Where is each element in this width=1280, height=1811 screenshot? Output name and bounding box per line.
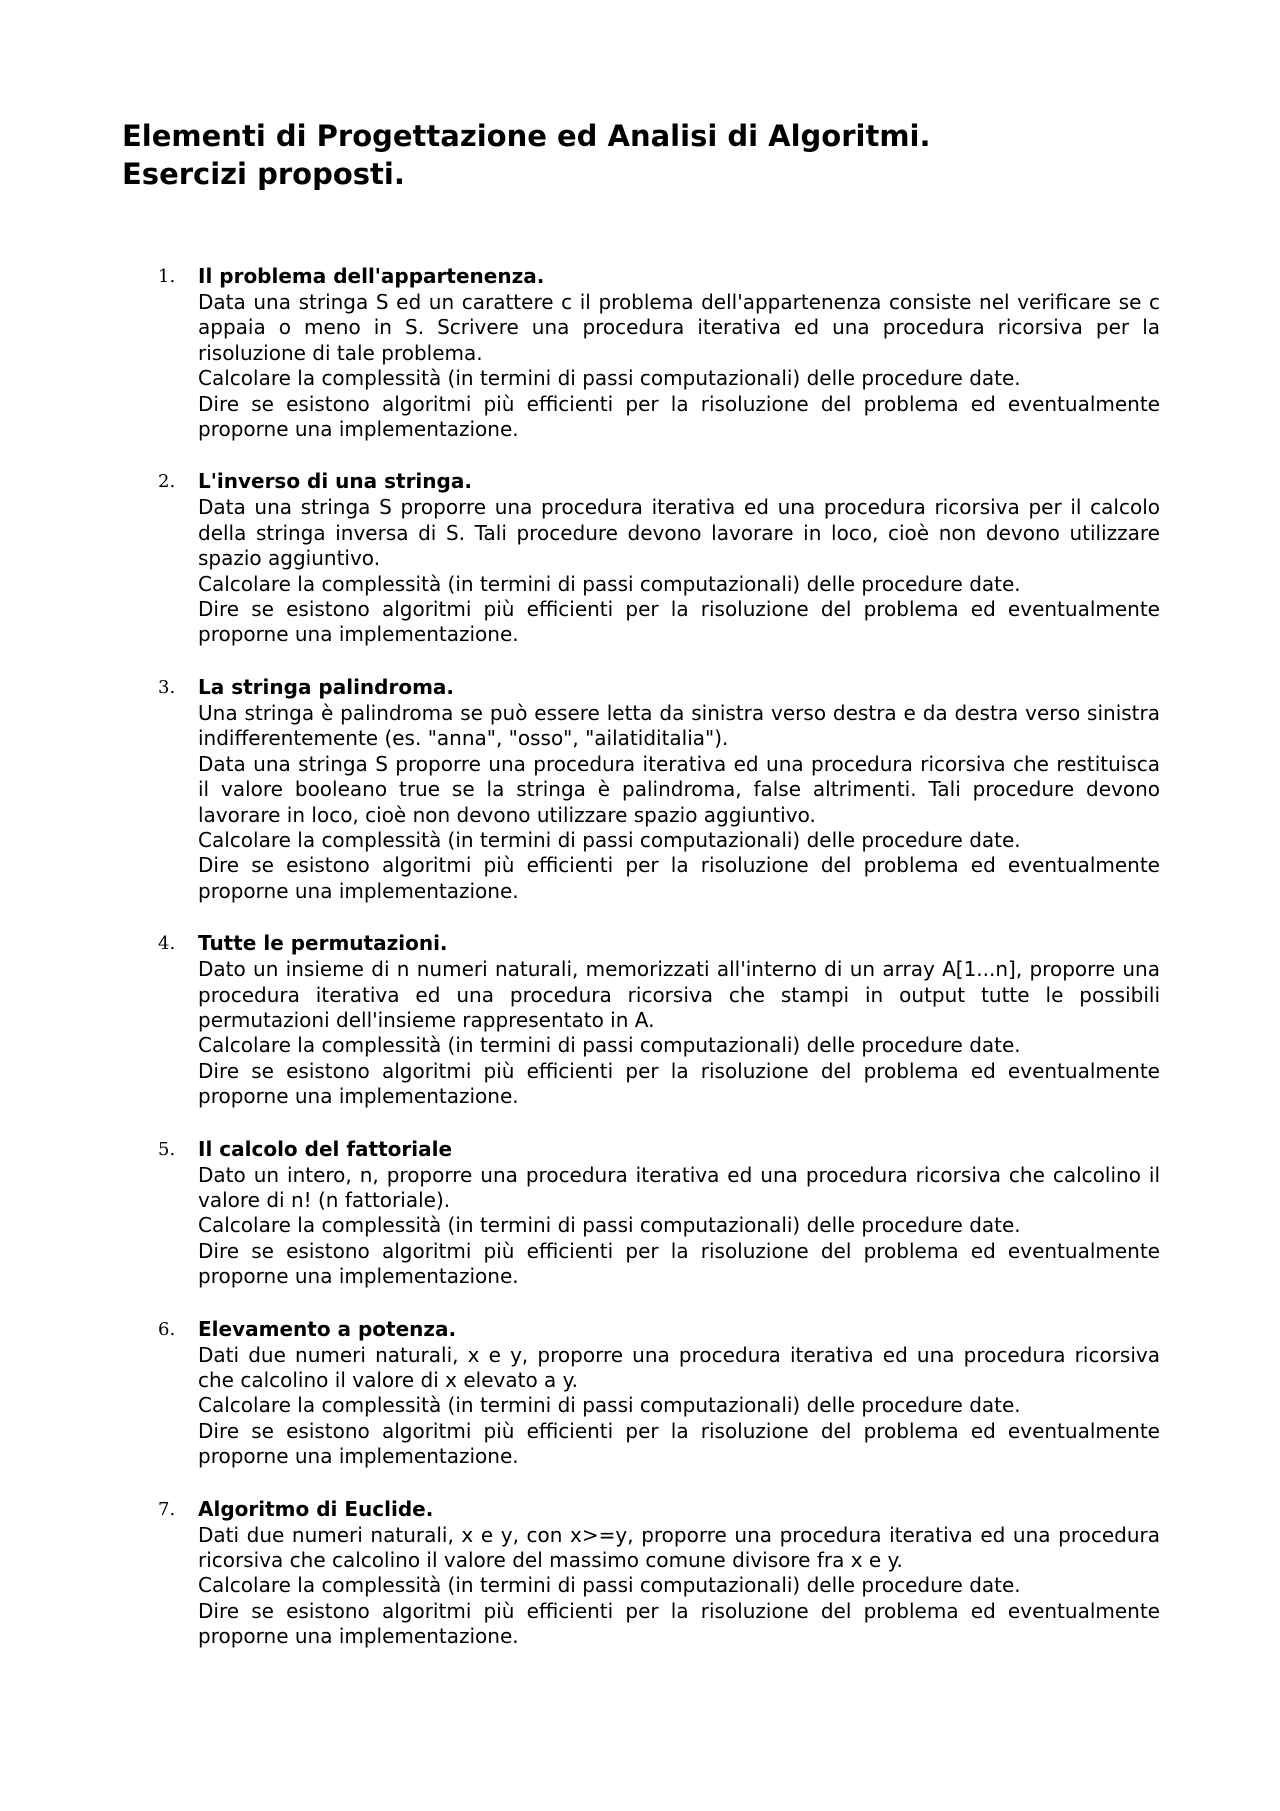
exercise-paragraph: Calcolare la complessità (in termini di passi computazionali) delle procedure date.	[198, 827, 1021, 852]
exercise-paragraph: Calcolare la complessità (in termini di passi computazionali) delle procedure date.	[198, 1393, 1021, 1418]
exercise-number: 1.	[158, 266, 176, 287]
document-title-line: Elementi di Progettazione ed Analisi di Algoritmi.	[122, 119, 931, 153]
exercise-title: Algoritmo di Euclide.	[198, 1496, 434, 1521]
document-title	[122, 117, 1162, 193]
exercise-title: Il calcolo del fattoriale	[198, 1136, 453, 1161]
exercise-title: Tutte le permutazioni.	[198, 931, 448, 956]
exercise-number: 2.	[158, 471, 176, 493]
exercise-number: 4.	[158, 933, 176, 955]
exercise-item	[0, 1316, 1280, 1470]
exercise-item	[0, 468, 1280, 647]
exercise-paragraph: Dire se esistono algoritmi più efficienti per la risoluzione del problema ed eventualmente proporne una implementazione.	[198, 597, 1160, 647]
exercise-paragraph: Dire se esistono algoritmi più efficienti per la risoluzione del problema ed eventualmente proporne una implementazione.	[198, 391, 1160, 442]
exercise-paragraph: Calcolare la complessità (in termini di passi computazionali) delle procedure date.	[198, 366, 1021, 391]
exercise-number: 3.	[158, 676, 176, 698]
exercise-paragraph: Calcolare la complessità (in termini di passi computazionali) delle procedure date.	[198, 1213, 1021, 1238]
exercise-title: L'inverso di una stringa.	[198, 469, 472, 494]
exercise-number: 5.	[158, 1138, 176, 1160]
exercise-list	[0, 263, 1280, 1676]
exercise-paragraph: Calcolare la complessità (in termini di passi computazionali) delle procedure date.	[198, 1033, 1021, 1058]
exercise-paragraph: Data una stringa S proporre una procedura iterativa ed una procedura ricorsiva per il calcolo della stringa inversa di S. Tali procedure devono lavorare in loco, cioè non devono utilizzare spazio aggiuntivo.	[198, 495, 1160, 571]
exercise-paragraph: Dire se esistono algoritmi più efficienti per la risoluzione del problema ed eventualmente proporne una implementazione.	[198, 853, 1160, 903]
exercise-paragraph: Data una stringa S ed un carattere c il problema dell'appartenenza consiste nel verificare se c appaia o meno in S. Scrivere una procedura iterativa ed una procedura ricorsiva per la risoluzione di tale problema.	[198, 290, 1160, 365]
exercise-item	[0, 263, 1280, 442]
exercise-title: Il problema dell'appartenenza.	[198, 264, 545, 288]
exercise-paragraph: Dire se esistono algoritmi più efficienti per la risoluzione del problema ed eventualmente proporne una implementazione.	[198, 1058, 1160, 1109]
exercise-item	[0, 1496, 1280, 1650]
exercise-paragraph: Calcolare la complessità (in termini di passi computazionali) delle procedure date.	[198, 571, 1021, 596]
exercise-paragraph: Dati due numeri naturali, x e y, proporre una procedura iterativa ed una procedura ricorsiva che calcolino il valore di x elevato a y.	[198, 1342, 1160, 1392]
exercise-paragraph: Dati due numeri naturali, x e y, con x>=y, proporre una procedura iterativa ed una procedura ricorsiva che calcolino il valore del massimo comune divisore fra x e y.	[198, 1522, 1160, 1573]
exercise-paragraph: Dire se esistono algoritmi più efficienti per la risoluzione del problema ed eventualmente proporne una implementazione.	[198, 1598, 1160, 1649]
exercise-title: Elevamento a potenza.	[198, 1316, 457, 1341]
exercise-paragraph: Dire se esistono algoritmi più efficienti per la risoluzione del problema ed eventualmente proporne una implementazione.	[198, 1238, 1160, 1289]
exercise-paragraph: Calcolare la complessità (in termini di passi computazionali) delle procedure date.	[198, 1573, 1021, 1598]
exercise-item	[0, 674, 1280, 904]
exercise-paragraph: Data una stringa S proporre una procedura iterativa ed una procedura ricorsiva che restituisca il valore booleano true se la stringa è palindroma, false altrimenti. Tali procedure devono lavorare in loco, cioè non devono utilizzare spazio aggiuntivo.	[198, 751, 1160, 827]
document-subtitle-line: Esercizi proposti.	[122, 157, 405, 191]
exercise-number: 7.	[158, 1498, 176, 1520]
exercise-number: 6.	[158, 1318, 176, 1340]
exercise-item	[0, 930, 1280, 1109]
exercise-paragraph: Dato un intero, n, proporre una procedura iterativa ed una procedura ricorsiva che calcolino il valore di n! (n fattoriale).	[198, 1162, 1160, 1212]
exercise-title: La stringa palindroma.	[198, 674, 455, 699]
exercise-paragraph: Dire se esistono algoritmi più efficienti per la risoluzione del problema ed eventualmente proporne una implementazione.	[198, 1418, 1160, 1469]
exercise-paragraph: Dato un insieme di n numeri naturali, memorizzati all'interno di un array A[1...n], proporre una procedura iterativa ed una procedura ricorsiva che stampi in output tutte le possibili permutazioni dell'insieme rappresentato in A.	[198, 957, 1160, 1032]
exercise-item	[0, 1136, 1280, 1290]
exercise-paragraph: Una stringa è palindroma se può essere letta da sinistra verso destra e da destra verso sinistra indifferentemente (es. "anna", "osso", "ailatiditalia").	[198, 700, 1160, 751]
